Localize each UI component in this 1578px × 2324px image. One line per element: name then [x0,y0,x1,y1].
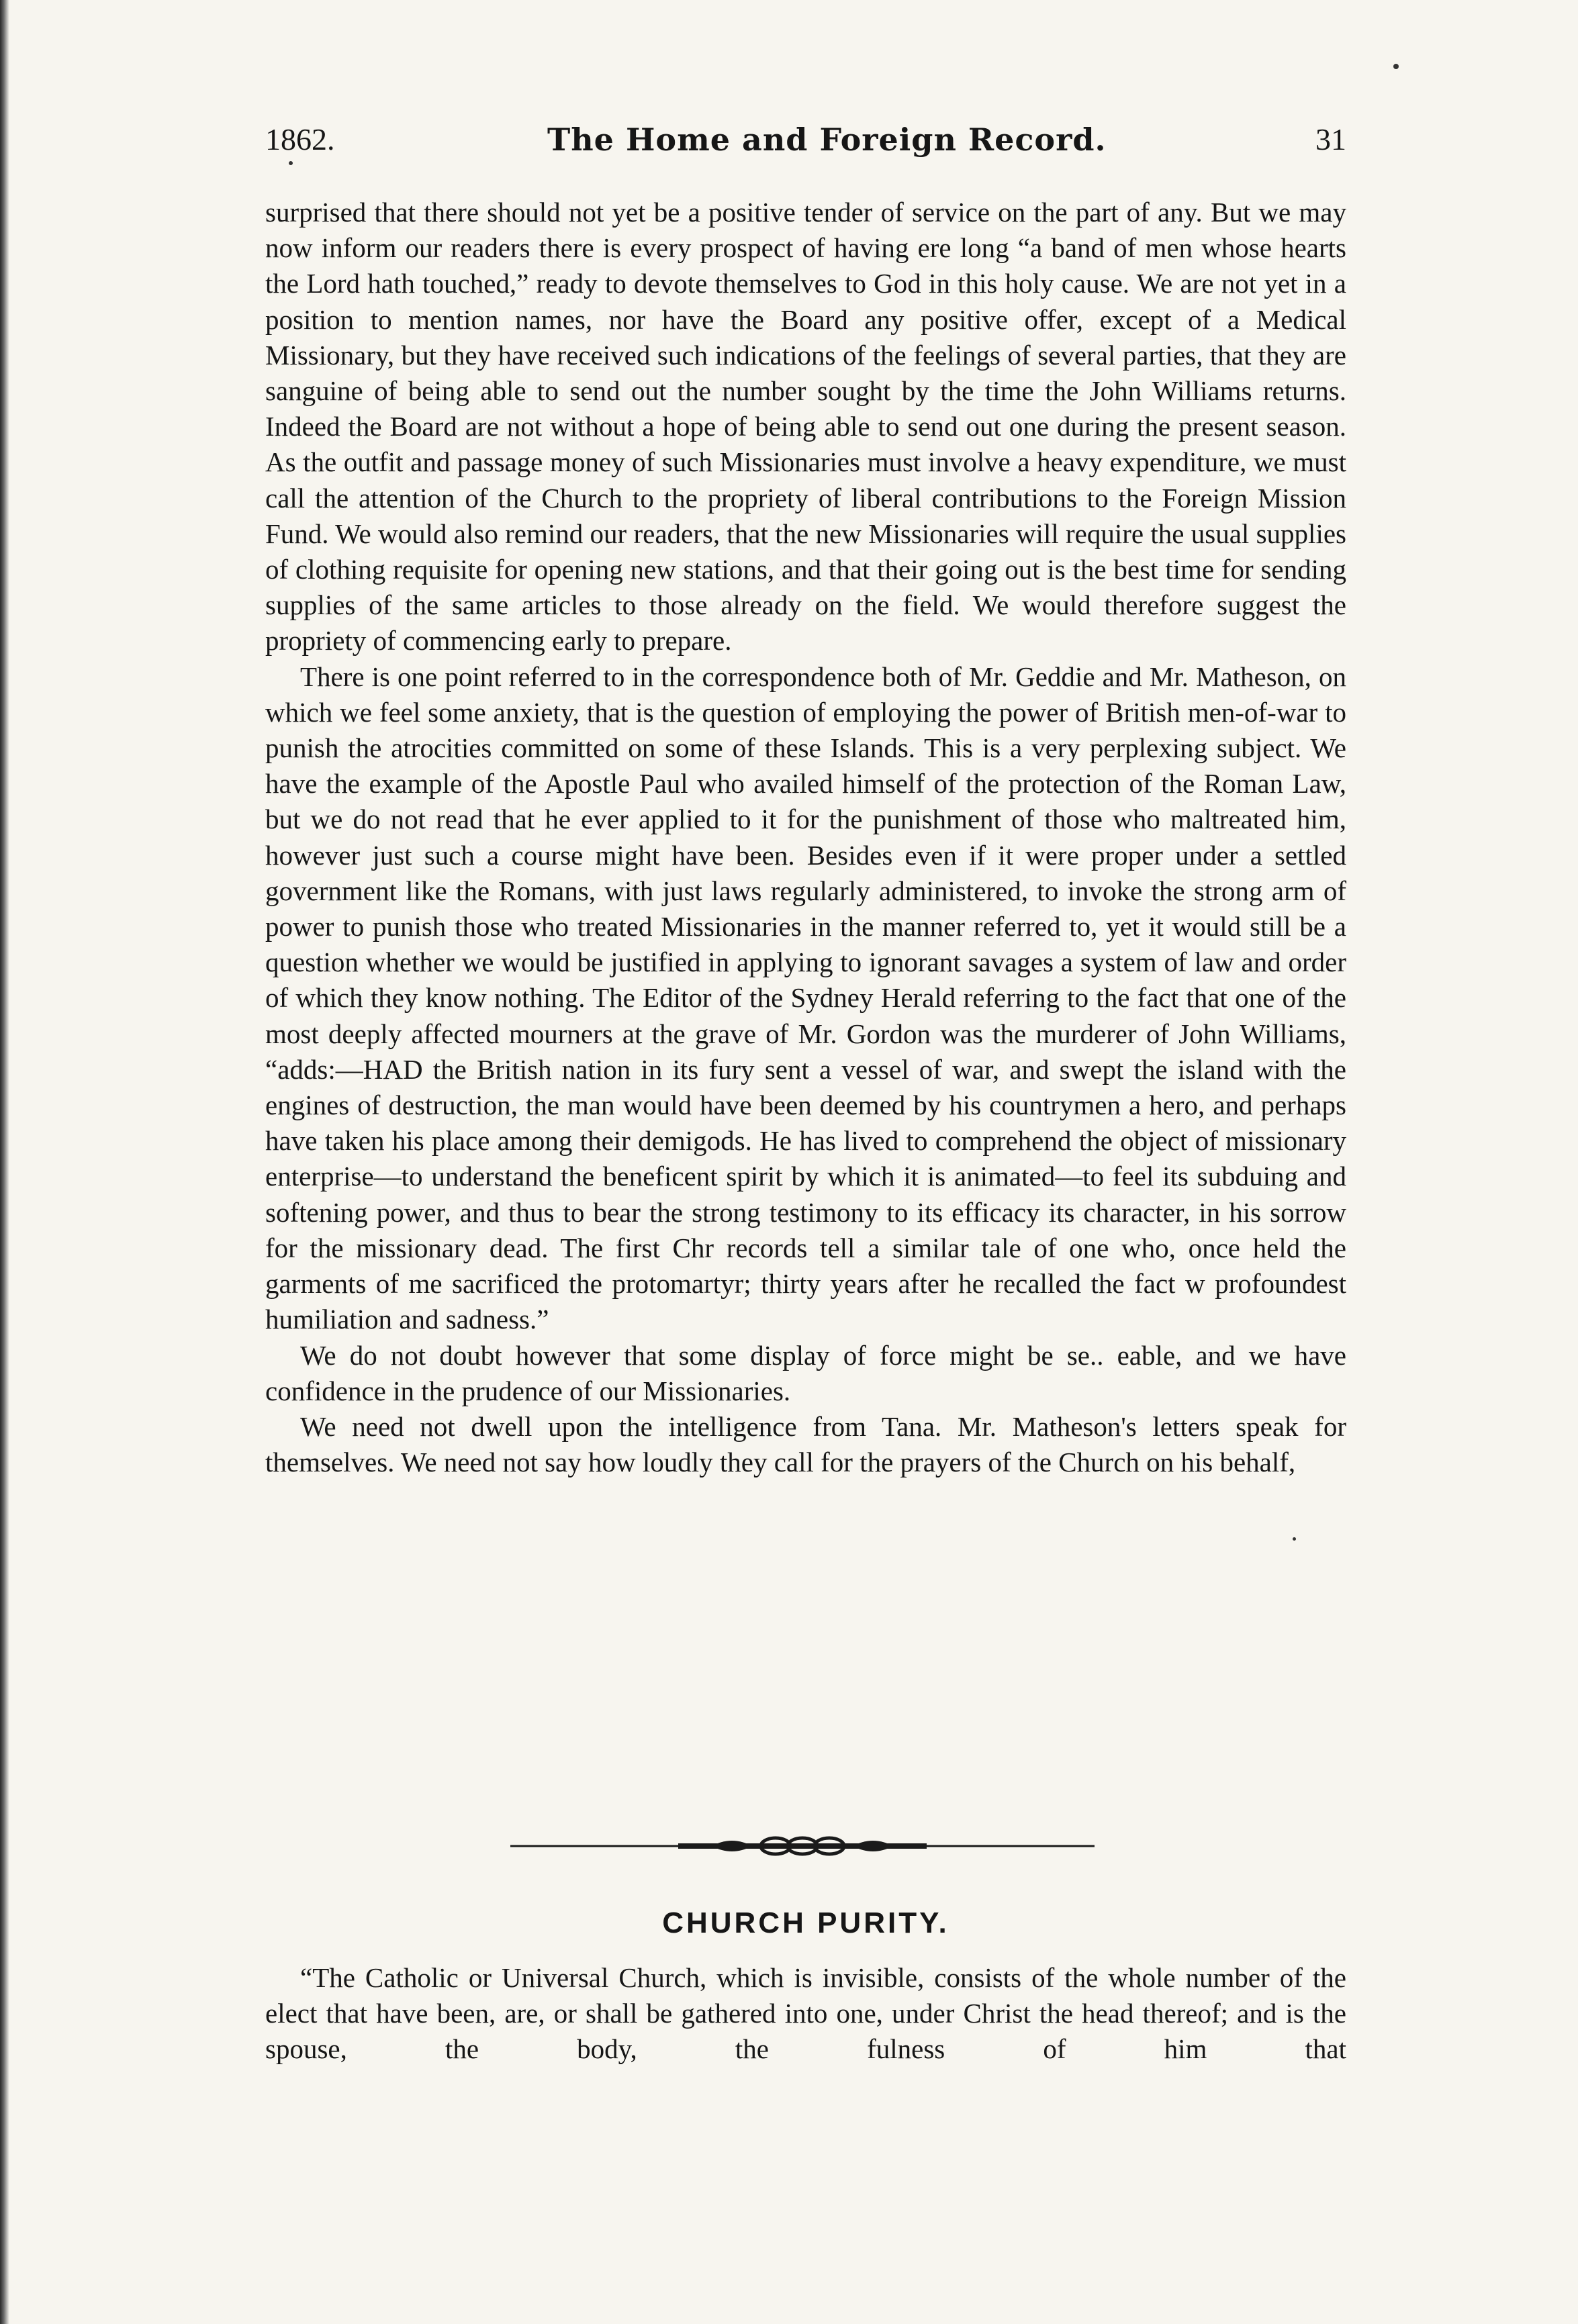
paragraph: surprised that there should not yet be a positive tender of service on the part of any. But we may now inform our readers there is every prospect of having ere long “a band of men whose hearts the Lord hath touched,” ready to devote themselves to God in this holy cause. We are not yet in a position to mention names, nor have the Board any positive offer, except of a Medical Missionary, but they have received such indications of the feelings of several parties, that they are sanguine of being able to send out the number sought by the time the John Williams returns. Indeed the Board are not without a hope of being able to send out one during the present season. As the outfit and passage money of such Missionaries must involve a heavy expenditure, we must call the attention of the Church to the propriety of liberal contributions to the Foreign Mission Fund. We would also remind our readers, that the new Missionaries will require the usual supplies of clothing requisite for opening new stations, and that their going out is the best time for sending supplies of the same articles to those already on the field. We would therefore suggest the propriety of commencing early to prepare. [265,197,1346,657]
running-header [265,119,1346,166]
paragraph: We need not dwell upon the intelligence from Tana. Mr. Matheson's letters speak for themselves. We need not say how loudly they call for the prayers of the Church on his behalf, [265,1410,1346,1478]
decorative-divider-icon [510,1833,1095,1859]
section-heading: CHURCH PURITY. [662,1906,949,1939]
ink-speck [1393,64,1399,69]
header-year: 1862. [265,122,335,156]
page-number: 31 [1315,122,1346,156]
paragraph: “The Catholic or Universal Church, which is invisible, consists of the whole number of the elect that have been, are, or shall be gathered into one, under Christ the head thereof; and is the spouse, the body, the fulness of him that [265,1962,1346,2065]
paragraph: There is one point referred to in the correspondence both of Mr. Geddie and Mr. Matheson, on which we feel some anxiety, that is the question of employing the power of British men-of-war to punish the atrocities committed on some of these Islands. This is a very perplexing subject. We have the example of the Apostle Paul who availed himself of the protection of the Roman Law, but we do not read that he ever applied to it for the punishment of those who maltreated him, however just such a course might have been. Besides even if it were proper under a settled government like the Romans, with just laws regularly administered, to invoke the strong arm of power to punish those who treated Missionaries in the manner referred to, yet it would still be a question whether we would be justified in applying to ignorant savages a system of law and order of which they know nothing. The Editor of the Sydney Herald referring to the fact that one of the most deeply affected mourners at the grave of Mr. Gordon was the murderer of John Williams, “adds:—HAD the British nation in its fury sent a vessel of war, and swept the island with the engines of destruction, the man would have been deemed by his countrymen a hero, and perhaps have taken his place among their demigods. He has lived to comprehend the object of missionary enterprise—to understand the beneficent spirit by which it is animated—to feel its subduing and softening power, and thus to bear the strong testimony to its efficacy its character, in his sorrow for the missionary dead. The first Chr records tell a similar tale of one who, once held the garments of me sacrificed the protomartyr; thirty years after he recalled the fact w profoundest humiliation and sadness.” [265,661,1346,1335]
ink-speck [1293,1537,1296,1541]
paragraph: We do not doubt however that some display of force might be se.. eable, and we have confidence in the prudence of our Missionaries. [265,1339,1346,1406]
article-body [265,195,1346,1480]
header-title: The Home and Foreign Record. [547,122,1107,158]
section-body [265,1960,1346,2068]
page-binding-edge [0,0,9,2324]
